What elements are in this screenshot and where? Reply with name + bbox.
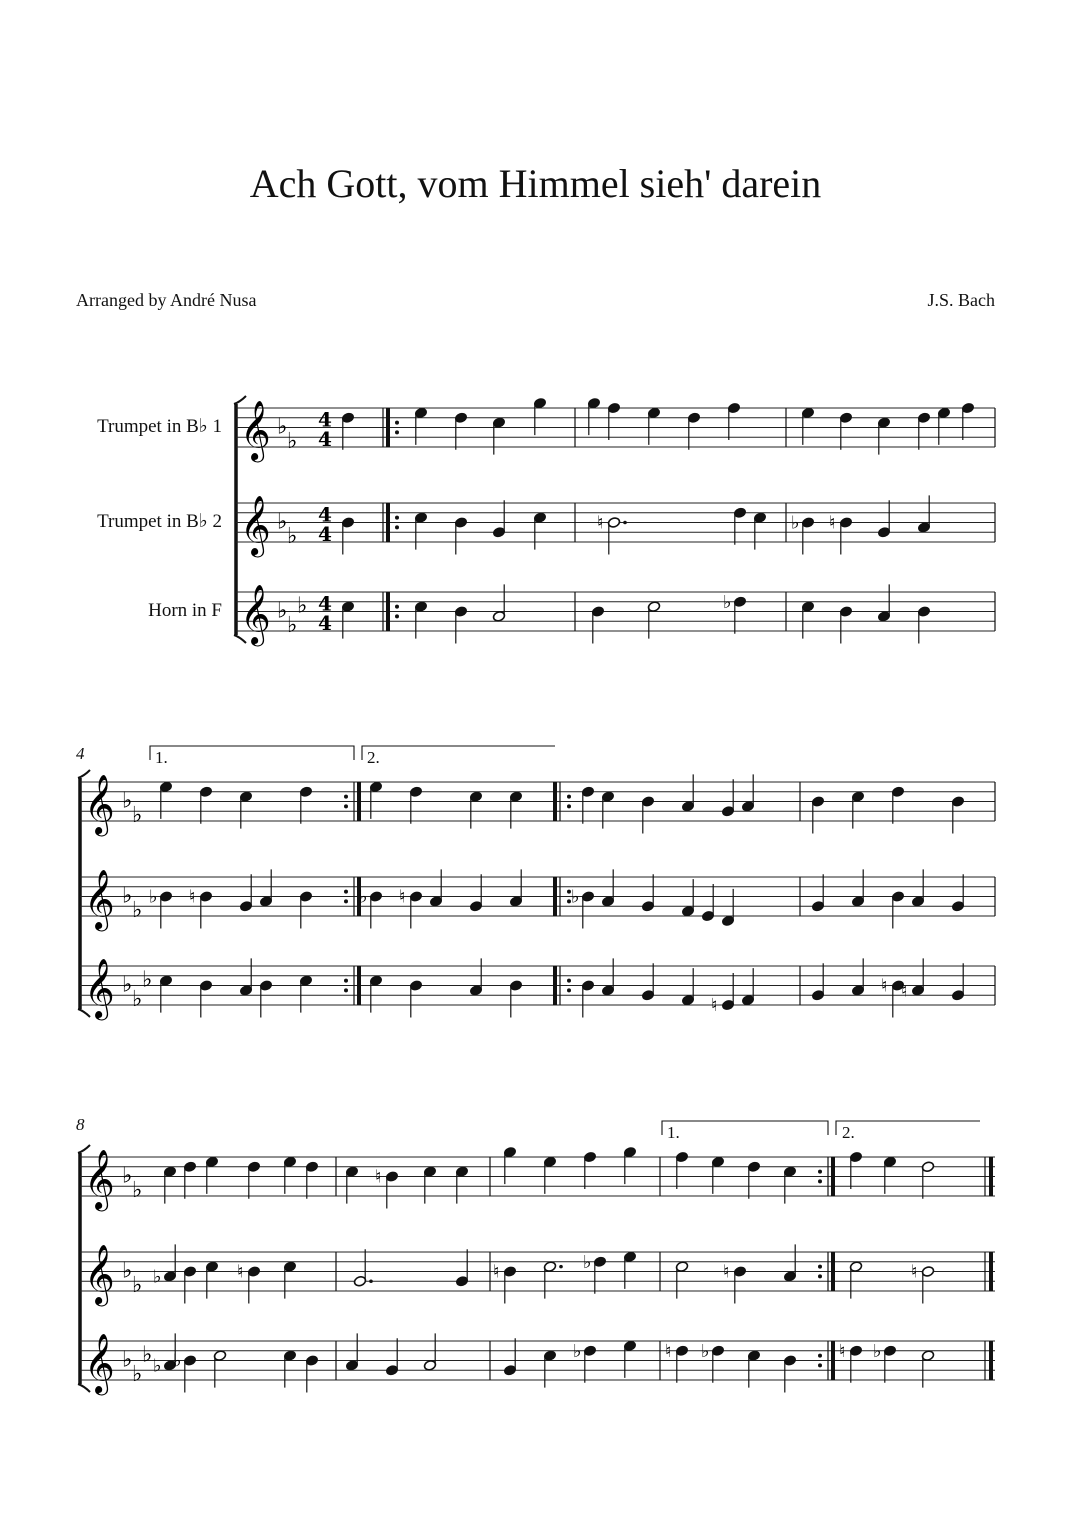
natural-sign: ♮ [375, 1166, 382, 1188]
flat-sign: ♭ [122, 1258, 133, 1284]
repeat-dot [567, 979, 571, 983]
flat-sign: ♭ [359, 886, 368, 908]
flat-sign: ♭ [122, 788, 133, 814]
flat-sign: ♭ [122, 883, 133, 909]
treble-clef: 𝄞 [84, 1333, 115, 1394]
natural-sign: ♮ [711, 995, 718, 1016]
repeat-dot [344, 979, 348, 983]
volta-2-label: 2. [842, 1123, 855, 1142]
flat-sign: ♭ [122, 1347, 133, 1373]
flat-sign: ♭ [573, 1340, 582, 1362]
flat-sign: ♭ [297, 593, 308, 619]
natural-sign: ♮ [829, 512, 836, 534]
repeat-dot [395, 430, 399, 434]
treble-clef: 𝄞 [84, 1149, 115, 1210]
natural-sign: ♮ [493, 1261, 500, 1283]
volta-bracket [150, 746, 354, 760]
flat-sign: ♭ [583, 1251, 592, 1273]
treble-clef: 𝄞 [84, 958, 115, 1019]
natural-sign: ♮ [665, 1340, 672, 1362]
flat-sign: ♭ [132, 803, 143, 829]
repeat-dot [395, 605, 399, 609]
flat-sign: ♭ [153, 1266, 162, 1288]
flat-sign: ♭ [132, 1178, 143, 1204]
composer-credit: J.S. Bach [927, 290, 995, 310]
volta-bracket [362, 746, 555, 760]
time-sig-top: 4 [318, 407, 332, 432]
time-sig-bottom: 4 [318, 427, 332, 451]
volta-1-label: 1. [667, 1123, 680, 1142]
flat-sign: ♭ [571, 886, 580, 908]
flat-sign: ♭ [149, 886, 158, 908]
flat-sign: ♭ [142, 967, 153, 993]
repeat-dot [818, 1274, 822, 1278]
flat-sign: ♭ [132, 898, 143, 924]
repeat-dot [567, 988, 571, 992]
volta-bracket [836, 1121, 980, 1135]
volta-bracket [662, 1121, 828, 1135]
flat-sign: ♭ [153, 1355, 162, 1377]
natural-sign: ♮ [237, 1261, 244, 1283]
repeat-dot [395, 516, 399, 520]
natural-sign: ♮ [839, 1340, 846, 1362]
time-sig-bottom: 4 [318, 522, 332, 546]
volta-1-label: 1. [155, 748, 168, 767]
repeat-dot [818, 1354, 822, 1358]
flat-sign: ♭ [132, 1362, 143, 1388]
repeat-dot [395, 614, 399, 618]
repeat-dot [818, 1265, 822, 1269]
natural-sign: ♮ [881, 975, 888, 997]
arranger-credit: Arranged by André Nusa [76, 290, 257, 310]
flat-sign: ♭ [873, 1340, 882, 1362]
volta-2-label: 2. [367, 748, 380, 767]
measure-number: 8 [76, 1115, 85, 1134]
instrument-label-trumpet-1: Trumpet in B♭ 1 [97, 416, 222, 437]
flat-sign: ♭ [277, 509, 288, 535]
flat-sign: ♭ [142, 1342, 153, 1368]
measure-number: 4 [76, 744, 85, 763]
repeat-dot [344, 890, 348, 894]
repeat-dot [818, 1179, 822, 1183]
flat-sign: ♭ [701, 1340, 710, 1362]
treble-clef: 𝄞 [240, 400, 271, 461]
flat-sign: ♭ [122, 972, 133, 998]
treble-clef: 𝄞 [240, 584, 271, 645]
flat-sign: ♭ [122, 1163, 133, 1189]
repeat-dot [344, 795, 348, 799]
flat-sign: ♭ [287, 613, 298, 639]
natural-sign: ♮ [399, 886, 406, 908]
flat-sign: ♭ [287, 524, 298, 550]
flat-sign: ♭ [132, 1273, 143, 1299]
repeat-dot [344, 899, 348, 903]
treble-clef: 𝄞 [84, 774, 115, 835]
repeat-dot [395, 525, 399, 529]
time-sig-bottom: 4 [318, 611, 332, 635]
treble-clef: 𝄞 [84, 869, 115, 930]
natural-sign: ♮ [189, 886, 196, 908]
natural-sign: ♮ [597, 512, 604, 534]
time-sig-top: 4 [318, 591, 332, 616]
flat-sign: ♭ [791, 512, 800, 534]
treble-clef: 𝄞 [84, 1244, 115, 1305]
natural-sign: ♮ [901, 980, 908, 1002]
repeat-dot [567, 795, 571, 799]
natural-sign: ♮ [911, 1261, 918, 1283]
instrument-label-horn: Horn in F [148, 600, 222, 621]
natural-sign: ♮ [723, 1261, 730, 1283]
repeat-dot [344, 988, 348, 992]
repeat-dot [395, 421, 399, 425]
instrument-label-trumpet-2: Trumpet in B♭ 2 [97, 511, 222, 532]
page-title: Ach Gott, vom Himmel sieh' darein [249, 161, 822, 206]
treble-clef: 𝄞 [240, 495, 271, 556]
time-sig-top: 4 [318, 502, 332, 527]
flat-sign: ♭ [132, 987, 143, 1013]
dot [559, 1265, 563, 1269]
flat-sign: ♭ [723, 591, 732, 613]
repeat-dot [818, 1363, 822, 1367]
repeat-dot [818, 1170, 822, 1174]
dot [369, 1279, 373, 1283]
repeat-dot [567, 804, 571, 808]
flat-sign: ♭ [173, 1350, 182, 1372]
repeat-dot [344, 804, 348, 808]
flat-sign: ♭ [287, 429, 298, 455]
flat-sign: ♭ [277, 598, 288, 624]
flat-sign: ♭ [277, 414, 288, 440]
dot [623, 521, 627, 525]
